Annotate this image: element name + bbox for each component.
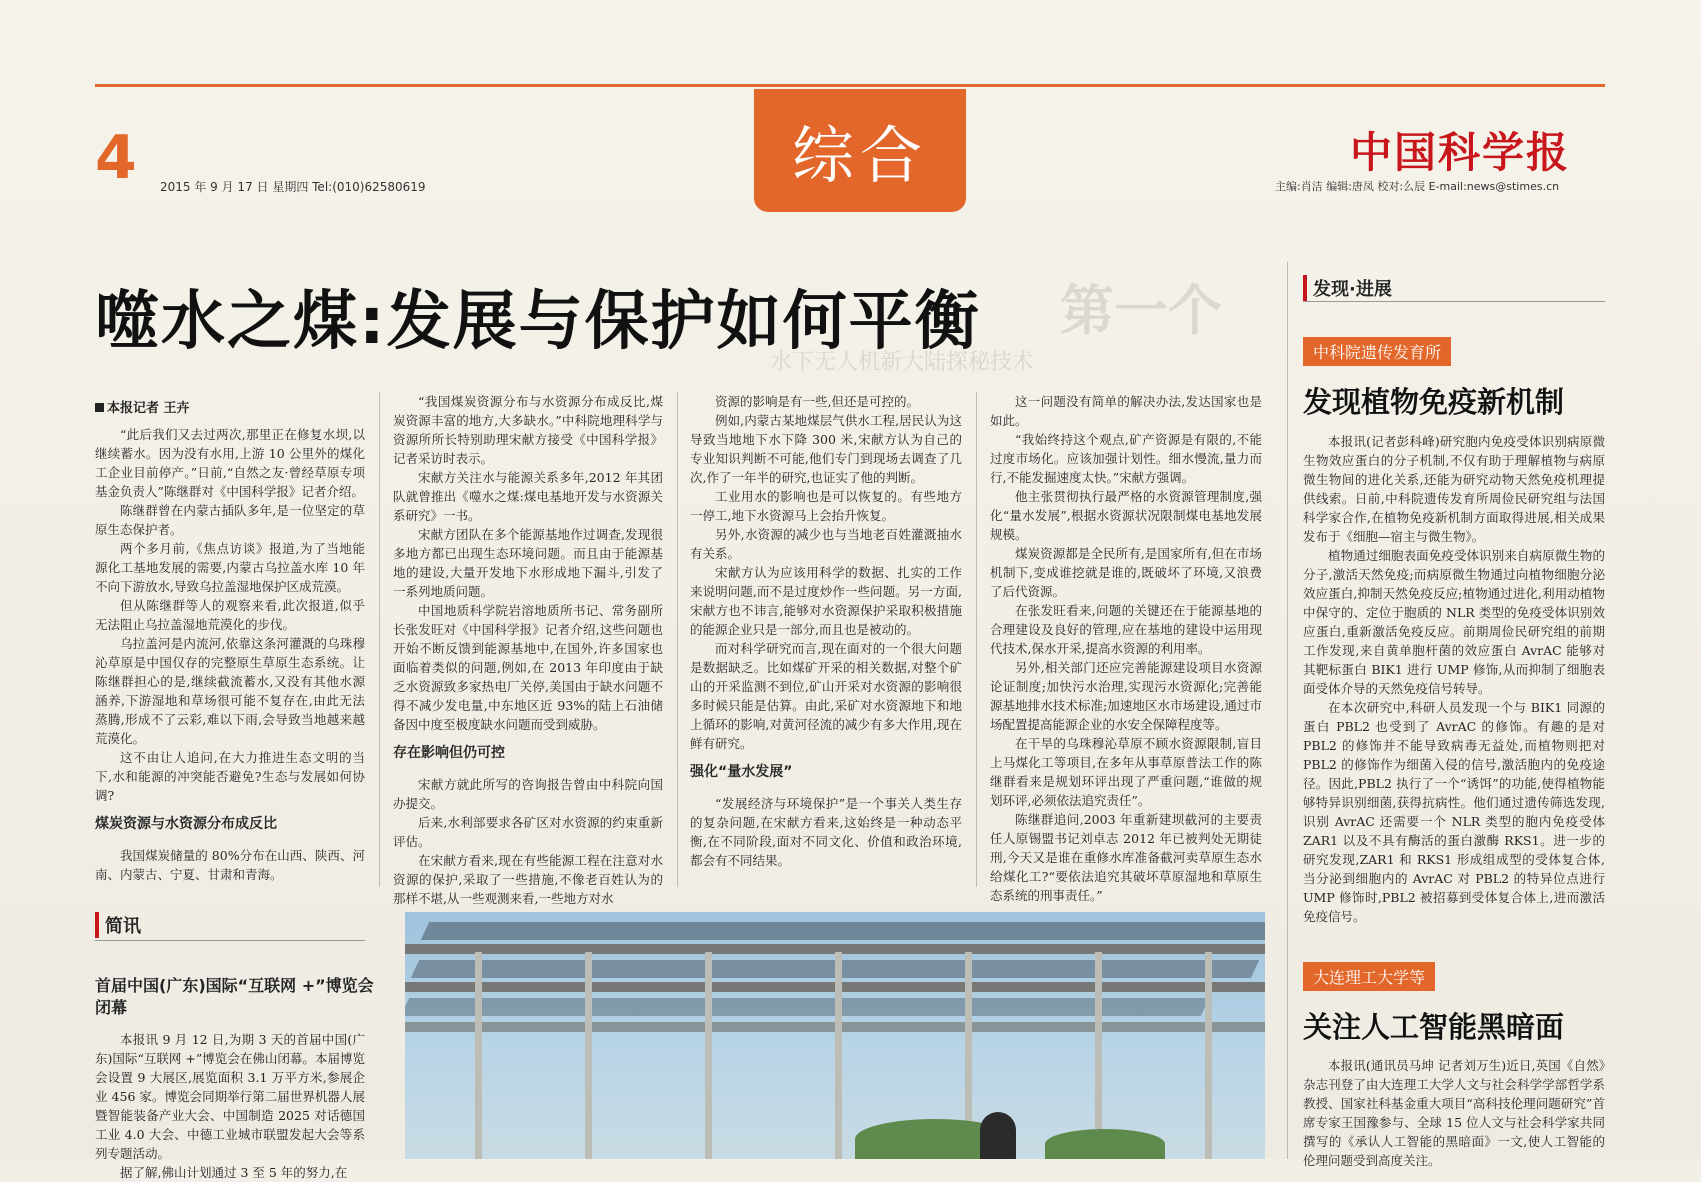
- article-column-1: [95, 425, 365, 884]
- newspaper-masthead: 中国科学报: [1350, 128, 1571, 177]
- sidebar-story-title: 发现植物免疫新机制: [1303, 385, 1565, 419]
- byline: 本报记者 王卉: [95, 397, 190, 416]
- paragraph: 另外,相关部门还应完善能源建设项目水资源论证制度;加快污水治理,实现污水资源化;完善能源基地排水技术标准;加速地区水市场建设,通过市场配置提高能源企业的水安全保障程度等。: [990, 660, 1262, 732]
- bleed-through-subtitle: 水下无人机新大陆探秘技术: [770, 350, 1035, 375]
- story-source-tag: 大连理工大学等: [1303, 962, 1435, 991]
- sidebar-story-body: [1303, 432, 1605, 926]
- date-line: 2015 年 9 月 17 日 星期四 Tel:(010)62580619: [160, 180, 426, 194]
- solar-panel-row: [405, 998, 1209, 1016]
- brief-section-label: 简讯: [95, 912, 141, 938]
- paragraph: 我国煤炭储量的 80%分布在山西、陕西、河南、内蒙古、宁夏、甘肃和青海。: [95, 848, 365, 882]
- brief-rule: [95, 940, 365, 941]
- paragraph: 宋献方认为应该用科学的数据、扎实的工作来说明问题,而不是过度炒作一些问题。另一方面,宋献方也不讳言,能够对水资源保护采取积极措施的能源企业只是一部分,而且也是被动的。: [690, 565, 962, 637]
- bleed-through-headline: 第一个: [1060, 279, 1222, 342]
- support-post: [1095, 952, 1102, 1159]
- paragraph: 宋献方关注水与能源关系多年,2012 年其团队就曾推出《噬水之煤:煤电基地开发与水资源关系研究》一书。: [393, 470, 663, 523]
- column-divider: [379, 392, 380, 887]
- paragraph: 煤炭资源都是全民所有,是国家所有,但在市场机制下,变成谁挖就是谁的,既破坏了环境,又浪费了后代资源。: [990, 546, 1262, 599]
- support-post: [835, 952, 842, 1159]
- paragraph: 资源的影响是有一些,但还是可控的。: [715, 394, 919, 409]
- paragraph: 工业用水的影响也是可以恢复的。有些地方一停工,地下水资源马上会抬升恢复。: [690, 489, 962, 523]
- paragraph: 在本次研究中,科研人员发现一个与 BIK1 同源的蛋白 PBL2 也受到了 AvrAC 的修饰。有趣的是对 PBL2 的修饰并不能导致病毒无益处,而植物则把对 PBL2 的修饰作为细菌入侵的信号,激活胞内的免疫途径。因此,PBL2 执行了一个“诱饵”的功能,使得植物能够特异识别细菌,获得抗病性。他们通过遗传筛选发现,识别 AvrAC 还需要一个 NLR 类型的胞内免疫受体 ZAR1 以及不具有酶活的蛋白激酶 RKS1。进一步的研究发现,ZAR1 和 RKS1 形成组成型的受体复合体,当分泌到细胞内的 AvrAC 对 PBL2 的特异位点进行 UMP 修饰时,PBL2 被招募到受体复合体上,进而激活免疫信号。: [1303, 700, 1605, 924]
- paragraph: 本报讯(记者彭科峰)研究胞内免疫受体识别病原微生物效应蛋白的分子机制,不仅有助于理解植物与病原微生物间的进化关系,还能为研究动物天然免疫机理提供线索。日前,中科院遗传发育所周俭民研究组与法国科学家合作,在植物免疫新机制方面取得进展,相关成果发布于《细胞—宿主与微生物》。: [1303, 434, 1605, 544]
- paragraph: 另外,水资源的减少也与当地老百姓灌溉抽水有关系。: [690, 527, 962, 561]
- support-post: [585, 952, 592, 1159]
- paragraph: 他主张贯彻执行最严格的水资源管理制度,强化“量水发展”,根据水资源状况限制煤电基地发展规模。: [990, 489, 1262, 542]
- main-headline: 噬水之煤:发展与保护如何平衡: [95, 285, 981, 359]
- paragraph: 本报讯(通讯员马坤 记者刘万生)近日,英国《自然》杂志刊登了由大连理工大学人文与社会科学学部哲学系教授、国家社科基金重大项目“高科技伦理问题研究”首席专家王国豫参与、全球 15 位人文与社会科学家共同撰写的《承认人工智能的黑暗面》一文,使人工智能的伦理问题受到高度关注。: [1303, 1058, 1605, 1168]
- paragraph: 宋献方团队在多个能源基地作过调查,发现很多地方都已出现生态环境问题。而且由于能源基地的建设,大量开发地下水形成地下漏斗,引发了一系列地质问题。: [393, 527, 663, 599]
- header-top-rule: [95, 84, 1605, 87]
- section-tab: 综合: [754, 89, 966, 212]
- paragraph: 中国地质科学院岩溶地质所书记、常务副所长张发旺对《中国科学报》记者介绍,这些问题也开始不断反馈到能源基地中,在国外,许多国家也面临着类似的问题,例如,在 2013 年印度由于缺乏水资源致多家热电厂关停,美国由于缺水问题不得不减少发电量,中东地区近 93%的陆上石油储备因中度至极度缺水问题而受到威胁。: [393, 603, 663, 732]
- paragraph: 陈继群追问,2003 年重新建坝截河的主要责任人原锡盟书记刘卓志 2012 年已被判处无期徒刑,今天又是谁在重修水库准备截河卖草原生态水给煤化工?“要依法追究其破坏草原湿地和草原生态系统的刑事责任。”: [990, 812, 1262, 903]
- article-photo: [405, 912, 1265, 1159]
- paragraph: 陈继群曾在内蒙古插队多年,是一位坚定的草原生态保护者。: [95, 503, 365, 537]
- article-column-3: [690, 392, 962, 870]
- paragraph: 宋献方就此所写的咨询报告曾由中科院向国办提交。: [393, 777, 663, 811]
- page-number: 4: [95, 123, 137, 193]
- subheading: 煤炭资源与水资源分布成反比: [95, 816, 277, 832]
- paragraph: 在张发旺看来,问题的关键还在于能源基地的合理建设及良好的管理,应在基地的建设中运用现代技术,保水开采,提高水资源的利用率。: [990, 603, 1262, 656]
- paragraph: “发展经济与环境保护”是一个事关人类生存的复杂问题,在宋献方看来,这始终是一种动态平衡,在不同阶段,面对不同文化、价值和政治环境,都会有不同结果。: [690, 796, 962, 868]
- paragraph: 植物通过细胞表面免疫受体识别来自病原微生物的分子,激活天然免疫;而病原微生物通过向植物细胞分泌效应蛋白,抑制天然免疫反应;植物通过进化,利用动植物中保守的、定位于胞质的 NLR 类型的免疫受体识别效应蛋白,重新激活免疫反应。前期周俭民研究组的前期工作发现,来自黄单胞杆菌的效应蛋白 AvrAC 能够对其靶标蛋白 BIK1 进行 UMP 修饰,从而抑制了细胞表面受体介导的天然免疫信号转导。: [1303, 548, 1605, 696]
- paragraph: 本报讯 9 月 12 日,为期 3 天的首届中国(广东)国际“互联网 +”博览会在佛山闭幕。本届博览会设置 9 大展区,展览面积 3.1 万平方米,参展企业 456 家。博览会同期举行第二届世界机器人展暨智能装备产业大会、中国制造 2025 对话德国工业 4.0 大会、中德工业城市联盟发起大会等系列专题活动。: [95, 1032, 365, 1161]
- paragraph: 这一问题没有简单的解决办法,发达国家也是如此。: [990, 394, 1262, 428]
- article-column-4: [990, 392, 1262, 905]
- paragraph: 这不由让人追问,在大力推进生态文明的当下,水和能源的冲突能否避免?生态与发展如何协调?: [95, 750, 365, 803]
- paragraph: 但从陈继群等人的观察来看,此次报道,似乎无法阻止乌拉盖湿地荒漠化的步伐。: [95, 598, 365, 632]
- plant-foliage: [1045, 1129, 1165, 1159]
- paragraph: 两个多月前,《焦点访谈》报道,为了当地能源化工基地发展的需要,内蒙古乌拉盖水库 10 年不向下游放水,导致乌拉盖湿地保护区成荒漠。: [95, 541, 365, 594]
- paragraph: “我国煤炭资源分布与水资源分布成反比,煤炭资源丰富的地方,大多缺水。”中科院地理科学与资源所所长特别助理宋献方接受《中国科学报》记者采访时表示。: [393, 394, 663, 466]
- paragraph: “我始终持这个观点,矿产资源是有限的,不能过度市场化。应该加强计划性。细水慢流,量力而行,不能发掘速度太快。”宋献方强调。: [990, 432, 1262, 485]
- support-post: [705, 952, 712, 1159]
- column-divider: [677, 392, 678, 887]
- paragraph: “此后我们又去过两次,那里正在修复水坝,以继续蓄水。因为没有水用,上游 10 公里外的煤化工企业目前停产。”日前,“自然之友·曾经草原专项基金负责人”陈继群对《中国科学报》记者介绍。: [95, 427, 365, 499]
- column-divider: [976, 392, 977, 887]
- story-source-tag: 中科院遗传发育所: [1303, 337, 1451, 366]
- subheading: 存在影响但仍可控: [393, 745, 505, 761]
- brief-body: [95, 1030, 365, 1182]
- sidebar-divider: [1287, 262, 1288, 1159]
- editors-line: 主编:肖洁 编辑:唐凤 校对:么辰 E-mail:news@stimes.cn: [1275, 180, 1560, 193]
- paragraph: 乌拉盖河是内流河,依靠这条河灌溉的乌珠穆沁草原是中国仅存的完整原生草原生态系统。让陈继群担心的是,继续截流蓄水,又没有其他水源涵养,下游湿地和草场很可能不复存在,由此无法蒸腾,形成不了云彩,难以下雨,会导致当地越来越荒漠化。: [95, 636, 365, 746]
- brief-title: 首届中国(广东)国际“互联网 +”博览会闭幕: [95, 976, 374, 1017]
- person-figure: [980, 1112, 1016, 1159]
- subheading: 强化“量水发展”: [690, 764, 793, 780]
- paragraph: 在干旱的乌珠穆沁草原不顾水资源限制,盲目上马煤化工等项目,在多年从事草原普法工作的陈继群看来是规划环评出现了严重问题,“谁做的规划环评,必须依法追究责任”。: [990, 736, 1262, 808]
- sidebar-section-label: 发现·进展: [1303, 275, 1392, 301]
- paragraph: 例如,内蒙古某地煤层气供水工程,居民认为这导致当地地下水下降 300 米,宋献方认为自己的专业知识判断不可能,他们专门到现场去调查了几次,作了一年半的研究,也证实了他的判断。: [690, 413, 962, 485]
- paragraph: 后来,水利部要求各矿区对水资源的约束重新评估。: [393, 815, 663, 849]
- paragraph: 据了解,佛山计划通过 3 至 5 年的努力,在: [120, 1165, 348, 1180]
- sidebar-story-body: [1303, 1056, 1605, 1170]
- article-column-2: [393, 392, 663, 908]
- sidebar-story-title: 关注人工智能黑暗面: [1303, 1010, 1565, 1044]
- paragraph: 在宋献方看来,现在有些能源工程在注意对水资源的保护,采取了一些措施,不像老百姓认为的那样不堪,从一些观测来看,一些地方对水: [393, 853, 663, 906]
- support-post: [1205, 952, 1212, 1159]
- paragraph: 而对科学研究而言,现在面对的一个很大问题是数据缺乏。比如煤矿开采的相关数据,对整个矿山的开采监测不到位,矿山开采对水资源的影响很多时候只能是估算。由此,采矿对水资源地下和地上循环的影响,对黄河径流的减少有多大作用,现在鲜有研究。: [690, 641, 962, 751]
- support-post: [475, 952, 482, 1159]
- solar-panel-row: [421, 922, 1265, 940]
- sidebar-rule: [1303, 301, 1605, 302]
